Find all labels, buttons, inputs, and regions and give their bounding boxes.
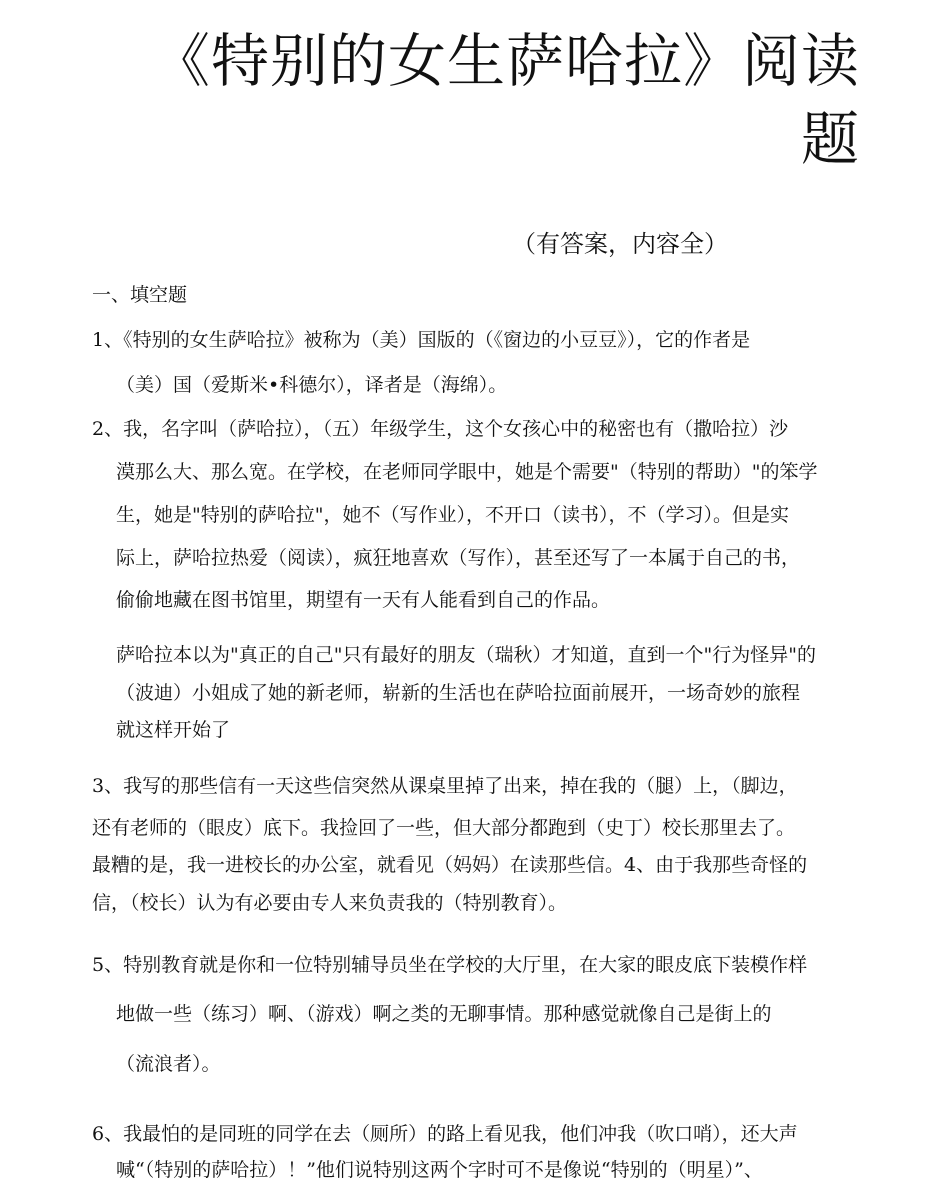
body-line: 喊“（特别的萨哈拉）！”他们说特别这两个字时可不是像说“特别的（明星）”、 [116,1159,763,1181]
body-line: 5、特别教育就是你和一位特别辅导员坐在学校的大厅里，在大家的眼皮底下装模作样 [92,954,808,976]
body-line: 偷偷地藏在图书馆里，期望有一天有人能看到自己的作品。 [116,589,611,611]
body-line: 6、我最怕的是同班的同学在去（厕所）的路上看见我，他们冲我（吹口哨），还大声 [92,1123,798,1145]
document-subtitle: （有答案，内容全） [512,230,728,258]
body-line: （流浪者）。 [116,1053,221,1075]
body-line: 2、我，名字叫（萨哈拉），（五）年级学生，这个女孩心中的秘密也有（撒哈拉）沙 [92,418,789,440]
body-line: 就这样开始了 [116,719,231,741]
title-line-1: 《特别的女生萨哈拉》阅读 [151,27,860,95]
body-line: （波迪）小姐成了她的新老师，崭新的生活也在萨哈拉面前展开，一场奇妙的旅程 [116,682,801,704]
body-line: 还有老师的（眼皮）底下。我捡回了一些，但大部分都跑到（史丁）校长那里去了。 [92,817,796,839]
body-line: 信，（校长）认为有必要由专人来负责我的（特别教育）。 [92,892,568,914]
body-line: 生，她是"特别的萨哈拉"，她不（写作业），不开口（读书），不（学习）。但是实 [116,504,789,526]
body-line: （美）国（爱斯米•科德尔），译者是（海绵）。 [116,374,508,396]
title-line-2: 题 [800,105,860,173]
body-line: 际上，萨哈拉热爱（阅读），疯狂地喜欢（写作），甚至还写了一本属于自己的书， [116,547,801,569]
body-line: 3、我写的那些信有一天这些信突然从课桌里掉了出来，掉在我的（腿）上，（脚边， [92,775,798,797]
body-line: 萨哈拉本以为"真正的自己"只有最好的朋友（瑞秋）才知道，直到一个"行为怪异"的 [116,644,816,666]
section-heading: 一、填空题 [92,284,188,306]
body-line: 漠那么大、那么宽。在学校，在老师同学眼中，她是个需要"（特别的帮助）"的笨学 [116,461,818,483]
body-line: 地做一些（练习）啊、（游戏）啊之类的无聊事情。那种感觉就像自己是街上的 [116,1003,772,1025]
body-line: 最糟的是，我一进校长的办公室，就看见（妈妈）在读那些信。4、由于我那些奇怪的 [92,854,808,876]
body-line: 1、《特别的女生萨哈拉》被称为（美）国版的（《窗边的小豆豆》），它的作者是 [92,329,751,351]
